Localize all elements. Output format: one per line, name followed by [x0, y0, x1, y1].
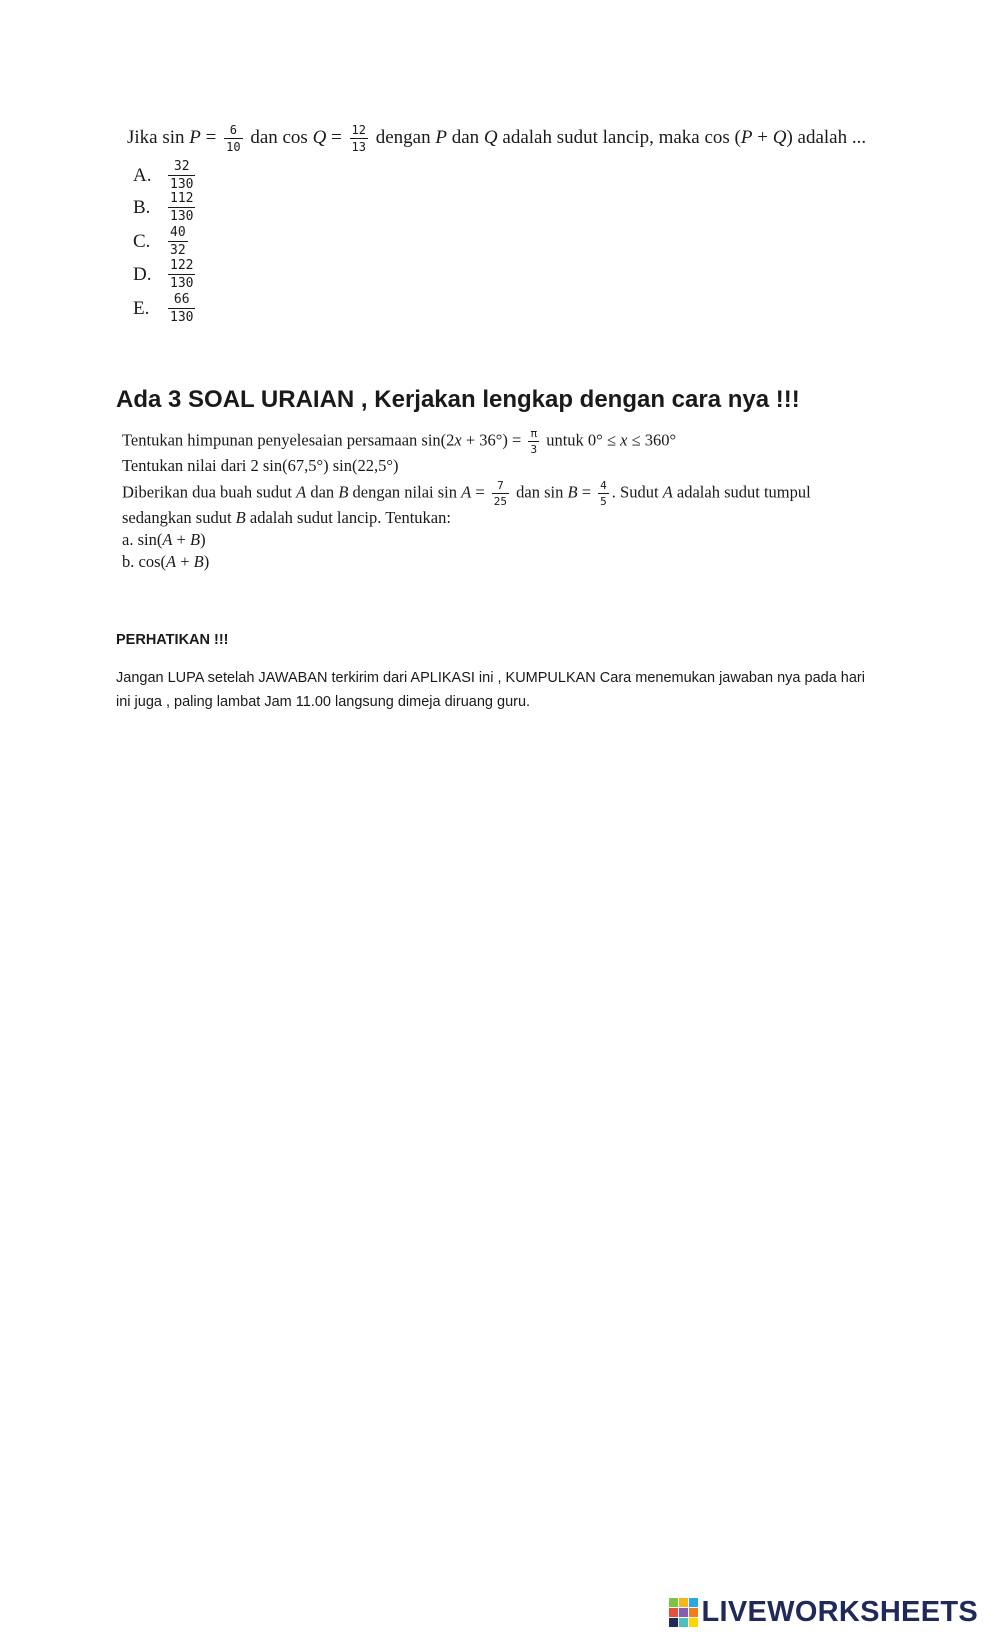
logo-square — [679, 1598, 688, 1607]
option-a[interactable]: A. $\frac{32}{130}$ — [133, 159, 194, 192]
logo-square — [689, 1618, 698, 1627]
option-e[interactable]: E. $\frac{66}{130}$ — [133, 292, 194, 325]
option-c[interactable]: C. $\frac{40}{32}$ — [133, 225, 186, 258]
option-d[interactable]: D. $\frac{122}{130}$ — [133, 258, 194, 291]
logo-square — [679, 1618, 688, 1627]
question-1-text: Jika sin P = $\frac{6}{10}$ dan cos Q = $\frac{12}{13}$ dengan P dan Q adalah sudut lancip, maka cos (P + Q) adalah ... — [127, 123, 867, 154]
notice-body: Jangan LUPA setelah JAWABAN terkirim dari APLIKASI ini , KUMPULKAN Cara menemukan jawaban nya pada hari ini juga , paling lambat Jam 11.00 langsung dimeja diruang guru. — [116, 670, 865, 710]
essay-question-3-line-2: sedangkan sudut B adalah sudut lancip. Tentukan: — [122, 508, 451, 527]
notice-title: PERHATIKAN !!! — [116, 632, 229, 648]
logo-square — [669, 1608, 678, 1617]
option-b[interactable]: B. $\frac{112}{130}$ — [133, 191, 194, 224]
essay-heading: Ada 3 SOAL URAIAN , Kerjakan lengkap dengan cara nya !!! — [116, 386, 800, 413]
logo-square — [679, 1608, 688, 1617]
logo-square — [689, 1598, 698, 1607]
essay-question-1: Tentukan himpunan penyelesaian persamaan sin(2x + 36°) = $\frac{\pi}{3}$ untuk 0° ≤ x ≤ 360° — [122, 427, 677, 456]
essay-question-3: Diberikan dua buah sudut A dan B dengan nilai sin A = $\frac{7}{25}$ dan sin B = $\frac{4}{5}$ . Sudut A adalah sudut tumpul — [122, 479, 811, 508]
logo-text: LIVEWORKSHEETS — [701, 1596, 978, 1628]
logo-square — [689, 1608, 698, 1617]
essay-question-3-part-b: b. cos(A + B) — [122, 552, 210, 571]
liveworksheets-grid-icon — [669, 1598, 698, 1627]
logo-square — [669, 1598, 678, 1607]
essay-question-2: Tentukan nilai dari 2 sin(67,5°) sin(22,5°) — [122, 456, 399, 475]
logo-square — [669, 1618, 678, 1627]
liveworksheets-logo[interactable] — [669, 1596, 979, 1629]
essay-question-3-part-a: a. sin(A + B) — [122, 530, 206, 549]
